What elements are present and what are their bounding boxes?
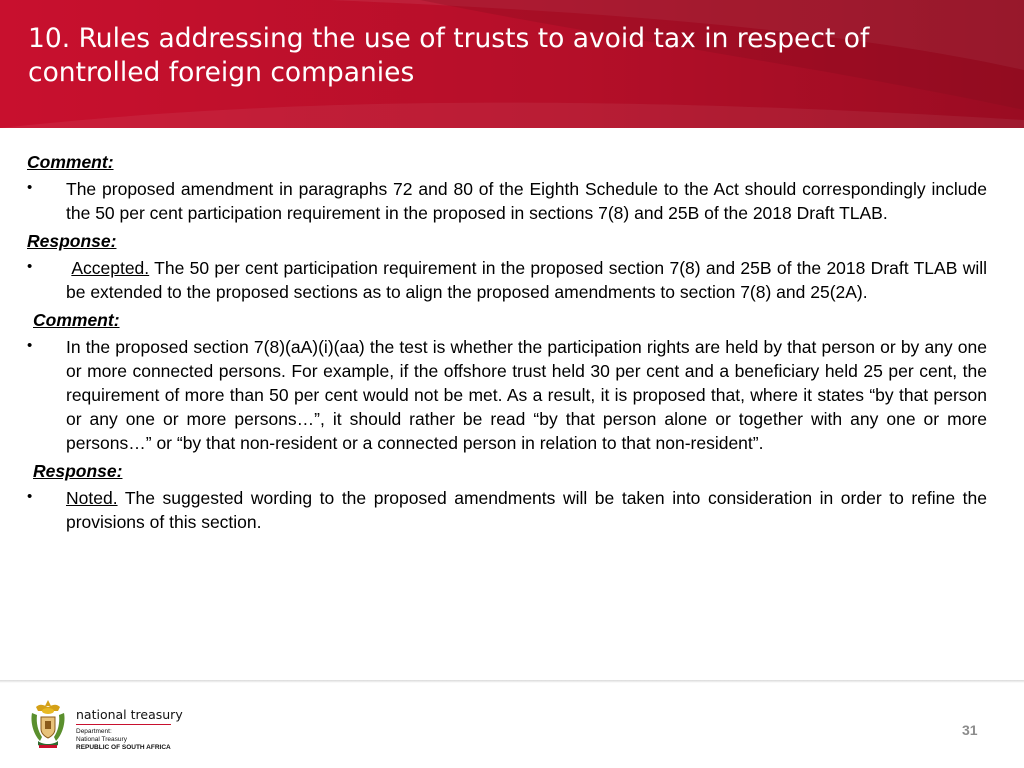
org-name: national treasury — [76, 707, 183, 722]
comment-text: In the proposed section 7(8)(aA)(i)(aa) the test is whether the participation rights are held by that person or by any one or more connected persons. For example, if the offshore trust held 30 per cent and a beneficiary held 25 per cent, the requirement of more than 50 per cent would not be met. As a result, it is proposed that, where it states “by that person or any one or more persons…”, it should rather be read “by that person alone or together with any one or more persons…” or “by that non-resident or a connected person in relation to that non-resident”. — [66, 337, 987, 453]
comment-bullet — [27, 177, 987, 225]
dept-name: National Treasury — [76, 736, 127, 743]
response-text: The 50 per cent participation requirement in the proposed section 7(8) and 25B of the 2018 Draft TLAB will be extended to the proposed sections as to align the proposed amendments to section 7(8) and 25(2A). — [66, 258, 988, 302]
logo-rule — [76, 724, 171, 725]
coat-of-arms-icon — [28, 697, 68, 751]
bullet-icon: • — [27, 337, 33, 354]
response-bullet — [27, 256, 987, 304]
footer-divider — [0, 680, 1024, 683]
response-bullet — [27, 486, 987, 534]
response-text: The suggested wording to the proposed amendments will be taken into consideration in order to refine the provisions of this section. — [66, 488, 988, 532]
response-keyword: Accepted. — [71, 258, 150, 278]
bullet-icon: • — [27, 179, 33, 196]
country-name: REPUBLIC OF SOUTH AFRICA — [76, 744, 171, 751]
comment-label: Comment: — [33, 310, 120, 330]
slide-title: 10. Rules addressing the use of trusts to avoid tax in respect of controlled foreign companies — [28, 23, 870, 88]
comment-text: The proposed amendment in paragraphs 72 and 80 of the Eighth Schedule to the Act should correspondingly include the 50 per cent participation requirement in the proposed in sections 7(8) and 25B of the 2018 Draft TLAB. — [66, 179, 987, 223]
comment-bullet — [27, 335, 987, 455]
bullet-icon: • — [27, 258, 33, 275]
title-banner — [0, 0, 1024, 128]
logo-text-block — [76, 708, 183, 752]
slide-body — [27, 150, 987, 538]
comment-label: Comment: — [27, 152, 114, 172]
response-label: Response: — [27, 231, 117, 251]
response-label: Response: — [33, 461, 123, 481]
dept-label: Department: — [76, 728, 112, 735]
response-keyword: Noted. — [66, 488, 118, 508]
bullet-icon: • — [27, 488, 33, 505]
page-number: 31 — [962, 722, 978, 738]
